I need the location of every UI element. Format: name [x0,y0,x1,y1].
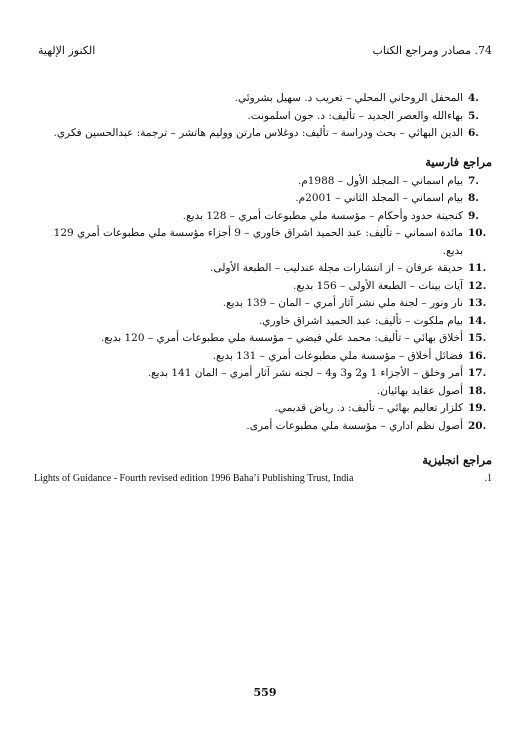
reference-text: مائدة اسماني – تأليف: عبد الحميد اشراق خاوري – 9 أجزاء مؤسسة ملي مطبوعات أمري 129 بديع. [53,227,463,257]
page-header [38,44,492,62]
reference-item [34,418,492,436]
english-reference-number: .1 [484,473,492,484]
page-number: 559 [253,686,277,699]
section-heading-persian: مراجع فارسية [425,154,492,169]
reference-item [34,278,492,296]
reference-item [34,313,492,331]
reference-text: المحفل الروحاني المحلي – تعريب د. سهيل بشروئي. [234,92,463,104]
reference-list-arabic [34,90,492,143]
reference-text: فضائل أخلاق – مؤسسة ملي مطبوعات أمري – 131 بديع. [212,349,463,362]
reference-item [34,125,492,143]
reference-text: كلزار تعاليم بهائي – تأليف: د. رياض قديمي. [274,402,463,414]
reference-number: 14. [468,314,487,327]
reference-text: حديقة عرفان – از انتشارات مجلة عندليب – الطبعة الأولى. [210,262,463,274]
running-header-chapter: 74. مصادر ومراجع الكتاب [372,44,492,57]
reference-text: بيام ملكوت – تأليف: عبد الحميد اشراق خاوري. [258,314,463,327]
reference-number: 13. [468,297,487,309]
reference-text: أمر وخلق – الأجزاء 1 و2 و3 و4 – لجنه نشر آثار أمري – المان 141 بديع. [147,367,463,379]
reference-item [34,108,492,126]
reference-text: كنجينة حدود وأحكام – مؤسسة ملي مطبوعات أمري – 128 بديع. [182,209,463,222]
reference-number: 7. [468,174,479,187]
reference-number: 8. [468,192,479,204]
reference-text: أخلاق بهائي – تأليف: محمد علي فيضي – مؤسسة ملي مطبوعات أمري – 120 بديع. [100,332,463,344]
references-content [34,90,492,484]
reference-number: 12. [468,279,487,292]
reference-item [34,90,492,108]
reference-number: 5. [468,109,479,122]
reference-item [34,173,492,191]
reference-text: أصول نظم اداري – مؤسسة ملي مطبوعات أمرى. [246,419,463,432]
reference-number: 6. [468,127,479,139]
reference-item [34,190,492,208]
reference-number: 16. [468,349,487,362]
reference-item [34,383,492,401]
reference-item [34,400,492,418]
reference-number: 18. [468,384,487,397]
reference-number: 10. [468,227,487,239]
reference-number: 9. [468,209,479,222]
reference-item [34,365,492,383]
reference-number: 17. [468,367,487,379]
reference-text: نار ونور – لجنة ملي نشر آثار أمري – المان – 139 بديع. [222,297,463,309]
reference-number: 20. [468,419,487,432]
reference-text: بيام اسماني – المجلد الثاني – 2001م. [295,192,463,204]
reference-text: بيام اسماني – المجلد الأول – 1988م. [297,174,463,187]
section-heading-english: مراجع انجليزية [422,453,492,467]
reference-item [34,260,492,278]
reference-item [34,330,492,348]
reference-item [34,208,492,226]
reference-list-persian [34,173,492,436]
reference-number: 11. [468,262,487,274]
english-reference-text: Lights of Guidance - Fourth revised edition 1996 Baha’i Publishing Trust, India [34,473,354,484]
reference-number: 4. [468,92,479,104]
reference-number: 19. [468,402,487,414]
running-header-book-title: الكنوز الإلهية [38,44,96,57]
reference-item [34,348,492,366]
reference-text: آيات بينات – الطبعة الأولى – 156 بديع. [293,279,463,292]
reference-number: 15. [468,332,487,344]
reference-text: بهاءالله والعصر الجديد – تأليف: د. جون اسلمونت. [247,109,463,122]
reference-item [34,225,492,260]
reference-text: أصول عقايد بهائيان. [376,384,463,397]
reference-text: الدين البهائي – بحث ودراسة – تأليف: دوغلاس مارتن ووليم هاتشر – ترجمة: عبدالحسين فكري. [53,127,463,139]
reference-item [34,295,492,313]
